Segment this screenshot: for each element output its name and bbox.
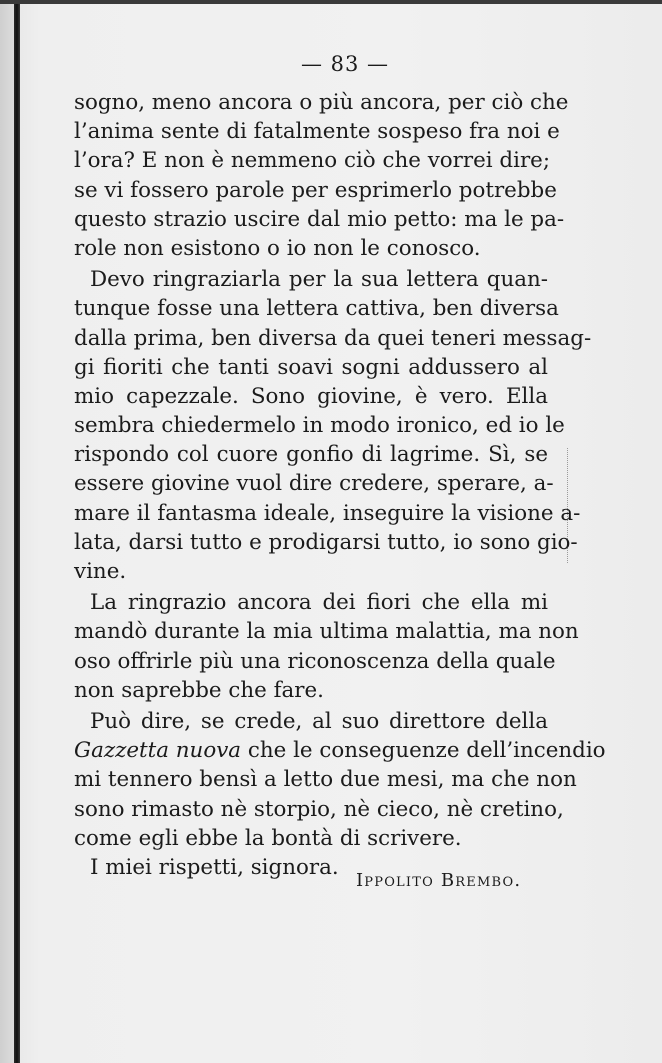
signature: Ippolito Brembo. [356, 870, 522, 891]
text-line: Può dire, se crede, al suo direttore della [90, 708, 548, 734]
text-line: Devo ringraziarla per la sua lettera quan- [90, 267, 548, 293]
binding-shadow [0, 0, 14, 1063]
text-line: sono rimasto nè storpio, nè cieco, nè cretino, [74, 796, 564, 822]
text-line: La ringrazio ancora dei fiori che ella mi [90, 590, 548, 616]
text-line: come egli ebbe la bontà di scrivere. [74, 825, 462, 851]
top-edge [0, 0, 662, 4]
text-line: gi fioriti che tanti soavi sogni addussero al [74, 354, 548, 380]
text-line: sogno, meno ancora o più ancora, per ciò che [74, 90, 569, 115]
text-line: l’anima sente di fatalmente sospeso fra noi e [74, 119, 560, 145]
text-line: mare il fantasma ideale, inseguire la visione a- [74, 500, 581, 526]
body-text [74, 88, 606, 882]
text-line: non saprebbe che fare. [74, 677, 324, 703]
text-line: dalla prima, ben diversa da quei teneri messag- [74, 325, 592, 351]
binding-edge [14, 0, 20, 1063]
text-line: questo strazio uscire dal mio petto: ma le pa- [74, 206, 565, 232]
text-line: role non esistono o io non le conosco. [74, 235, 481, 261]
text-line: rispondo col cuore gonfio di lagrime. Sì, se [74, 442, 548, 468]
text-line: sembra chiedermelo in modo ironico, ed io le [74, 413, 565, 439]
text-line: l’ora? E non è nemmeno ciò che vorrei dire; [74, 148, 551, 174]
closing-line: I miei rispetti, signora. [90, 854, 339, 880]
text-line: oso offrirle più una riconoscenza della quale [74, 648, 556, 674]
text-line: se vi fossero parole per esprimerlo potrebbe [74, 177, 557, 203]
text-line: mandò durante la mia ultima malattia, ma non [74, 619, 579, 645]
text-line: lata, darsi tutto e prodigarsi tutto, io sono gio- [74, 529, 578, 555]
newspaper-title: Gazzetta nuova [74, 738, 242, 764]
page-number: — 83 — [300, 52, 390, 76]
text-line: essere giovine vuol dire credere, sperare, a- [74, 471, 554, 497]
text-line: tunque fosse una lettera cattiva, ben diversa [74, 296, 559, 322]
text-fragment: che le conseguenze dell’incendio [241, 738, 606, 764]
text-line: vine. [74, 559, 127, 584]
text-line: mi tennero bensì a letto due mesi, ma che non [74, 767, 577, 793]
text-line: mio capezzale. Sono giovine, è vero. Ella [74, 383, 548, 409]
text-line-with-title [74, 736, 606, 765]
